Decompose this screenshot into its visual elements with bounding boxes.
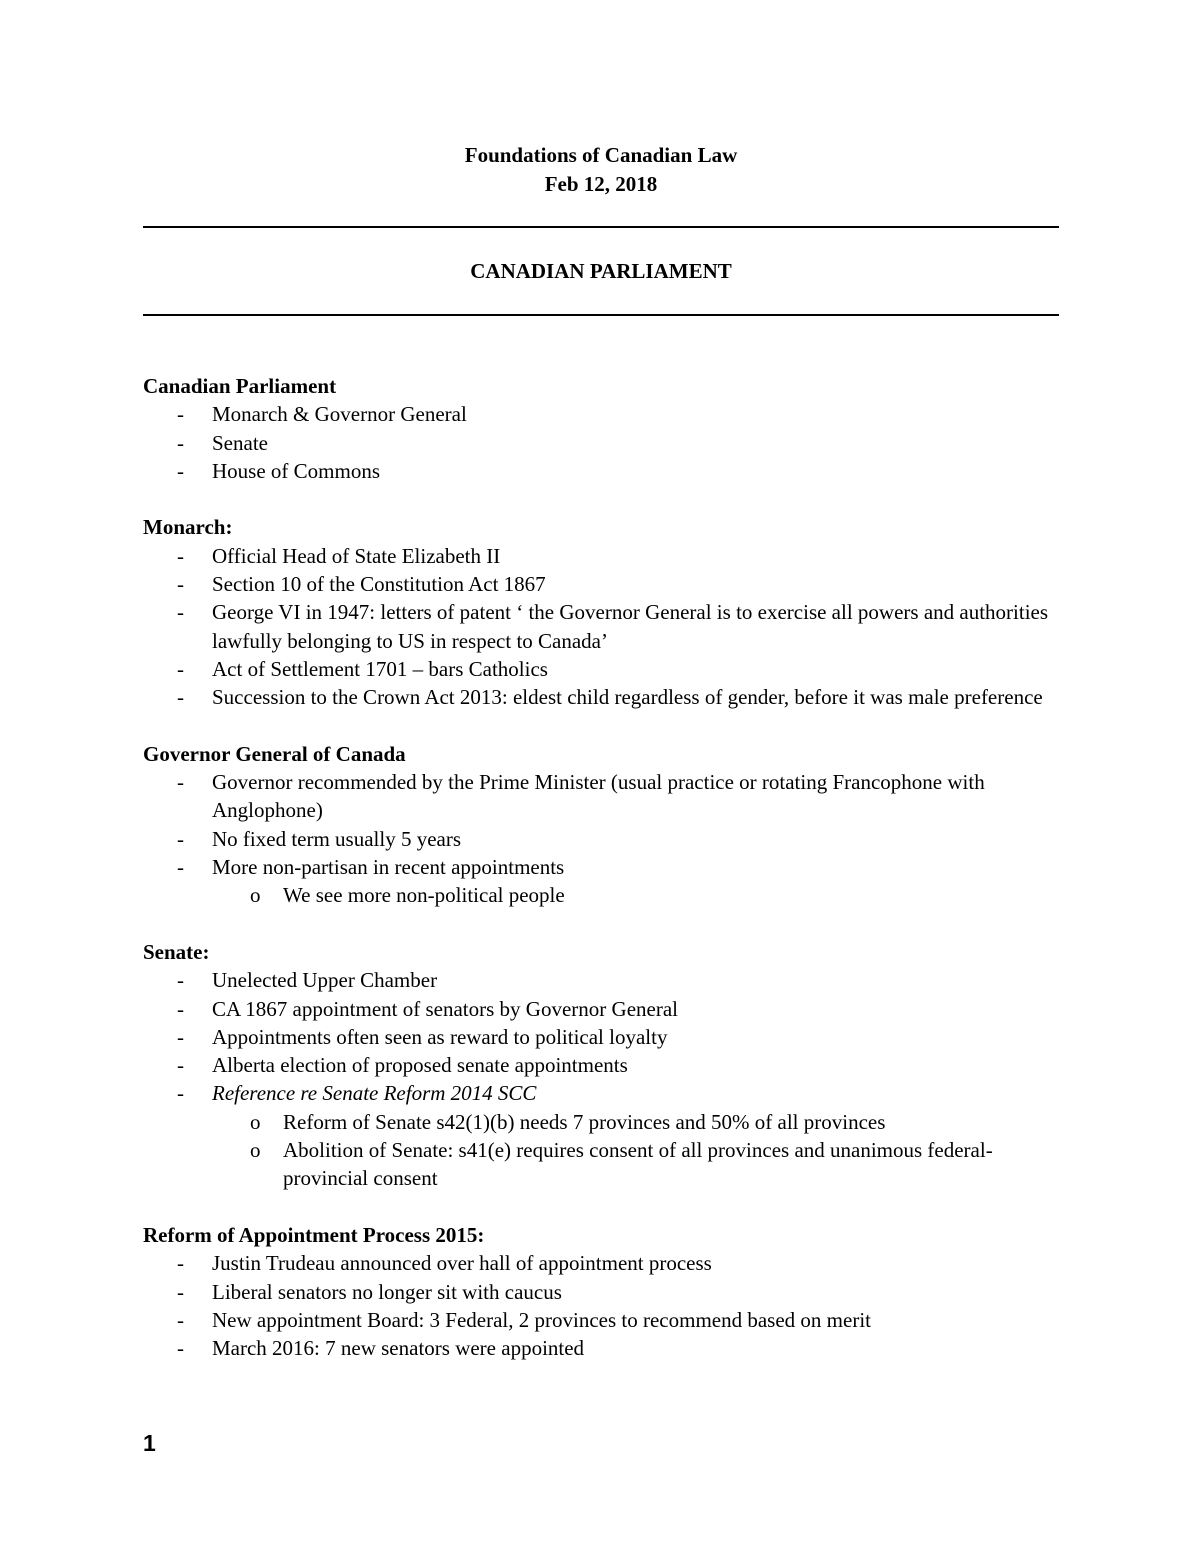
- sub-list-item-text: Reform of Senate s42(1)(b) needs 7 provinces and 50% of all provinces: [283, 1109, 886, 1134]
- horizontal-rule-bottom: [143, 314, 1059, 316]
- sub-list-item-text: Abolition of Senate: s41(e) requires consent of all provinces and unanimous federal-provincial consent: [283, 1138, 993, 1191]
- list-item-text: Monarch & Governor General: [212, 402, 467, 427]
- dash-bullet-icon: -: [177, 656, 184, 681]
- dash-bullet-icon: -: [177, 572, 184, 597]
- list-item-text: Reference re Senate Reform 2014 SCC: [212, 1081, 537, 1106]
- list-item-text: Alberta election of proposed senate appointments: [212, 1053, 628, 1078]
- list-item: [143, 768, 1059, 825]
- dash-bullet-icon: -: [177, 968, 184, 993]
- list-item: [143, 457, 1059, 485]
- list-item-text: Appointments often seen as reward to political loyalty: [212, 1024, 668, 1049]
- list-item-text: More non-partisan in recent appointments: [212, 855, 565, 880]
- sub-list-item: [143, 1108, 1059, 1136]
- list-item-text: Governor recommended by the Prime Minister (usual practice or rotating Francophone with Anglophone): [212, 770, 985, 823]
- dash-bullet-icon: -: [177, 1336, 184, 1361]
- list-item: [143, 655, 1059, 683]
- dash-bullet-icon: -: [177, 1053, 184, 1078]
- list-item-text: Justin Trudeau announced over hall of appointment process: [212, 1251, 712, 1276]
- list-item-text: No fixed term usually 5 years: [212, 826, 462, 851]
- list-item-text: CA 1867 appointment of senators by Governor General: [212, 996, 678, 1021]
- list-item: [143, 825, 1059, 853]
- dash-bullet-icon: -: [177, 1307, 184, 1332]
- circle-bullet-icon: o: [250, 883, 261, 908]
- list-item-text: Official Head of State Elizabeth II: [212, 543, 501, 568]
- list-item-text: Act of Settlement 1701 – bars Catholics: [212, 656, 548, 681]
- notes-body: [143, 372, 1059, 1391]
- section-heading: Monarch:: [143, 515, 233, 540]
- list-item-text: New appointment Board: 3 Federal, 2 provinces to recommend based on merit: [212, 1307, 871, 1332]
- dash-bullet-icon: -: [177, 600, 184, 625]
- list-item: [143, 1334, 1059, 1362]
- horizontal-rule-top: [143, 226, 1059, 228]
- list-item-text: House of Commons: [212, 458, 380, 483]
- list-item: [143, 542, 1059, 570]
- list-item: [143, 570, 1059, 598]
- dash-bullet-icon: -: [177, 402, 184, 427]
- list-item: [143, 995, 1059, 1023]
- sub-list-item: [143, 1136, 1059, 1193]
- sub-list-item: [143, 881, 1059, 909]
- dash-bullet-icon: -: [177, 1251, 184, 1276]
- section: [143, 740, 1059, 910]
- circle-bullet-icon: o: [250, 1138, 261, 1163]
- list-item-text: Liberal senators no longer sit with caucus: [212, 1279, 562, 1304]
- list-item: [143, 1023, 1059, 1051]
- section-heading: Governor General of Canada: [143, 741, 406, 766]
- list-item-text: Unelected Upper Chamber: [212, 968, 438, 993]
- list-item: [143, 966, 1059, 994]
- list-item: [143, 1249, 1059, 1277]
- list-item-text: Senate: [212, 430, 268, 455]
- page-number: 1: [143, 1430, 156, 1456]
- list-item-text: Section 10 of the Constitution Act 1867: [212, 572, 546, 597]
- list-item: [143, 1051, 1059, 1079]
- dash-bullet-icon: -: [177, 1279, 184, 1304]
- list-item: [143, 683, 1059, 711]
- list-item: [143, 1306, 1059, 1334]
- list-item: [143, 1079, 1059, 1107]
- list-item: [143, 598, 1059, 655]
- dash-bullet-icon: -: [177, 1024, 184, 1049]
- list-item-text: March 2016: 7 new senators were appointed: [212, 1336, 585, 1361]
- circle-bullet-icon: o: [250, 1109, 261, 1134]
- dash-bullet-icon: -: [177, 1081, 184, 1106]
- list-item: [143, 1278, 1059, 1306]
- dash-bullet-icon: -: [177, 430, 184, 455]
- dash-bullet-icon: -: [177, 543, 184, 568]
- section: [143, 513, 1059, 711]
- dash-bullet-icon: -: [177, 855, 184, 880]
- dash-bullet-icon: -: [177, 996, 184, 1021]
- dash-bullet-icon: -: [177, 458, 184, 483]
- section: [143, 372, 1059, 485]
- list-item-text: George VI in 1947: letters of patent ‘ the Governor General is to exercise all powers and authorities lawfully belonging to US in respect to Canada’: [212, 600, 1049, 653]
- dash-bullet-icon: -: [177, 826, 184, 851]
- section-heading: Reform of Appointment Process 2015:: [143, 1222, 485, 1247]
- dash-bullet-icon: -: [177, 685, 184, 710]
- list-item: [143, 400, 1059, 428]
- section: [143, 938, 1059, 1193]
- document-date: Feb 12, 2018: [544, 172, 658, 196]
- dash-bullet-icon: -: [177, 770, 184, 795]
- section-heading: Canadian Parliament: [143, 374, 337, 398]
- section-banner: CANADIAN PARLIAMENT: [470, 259, 732, 283]
- list-item: [143, 853, 1059, 881]
- section-heading: Senate:: [143, 939, 210, 964]
- section: [143, 1221, 1059, 1362]
- list-item-text: Succession to the Crown Act 2013: eldest child regardless of gender, before it was male preference: [212, 685, 1043, 710]
- sub-list-item-text: We see more non-political people: [283, 883, 565, 908]
- document-title: Foundations of Canadian Law: [464, 143, 738, 167]
- list-item: [143, 429, 1059, 457]
